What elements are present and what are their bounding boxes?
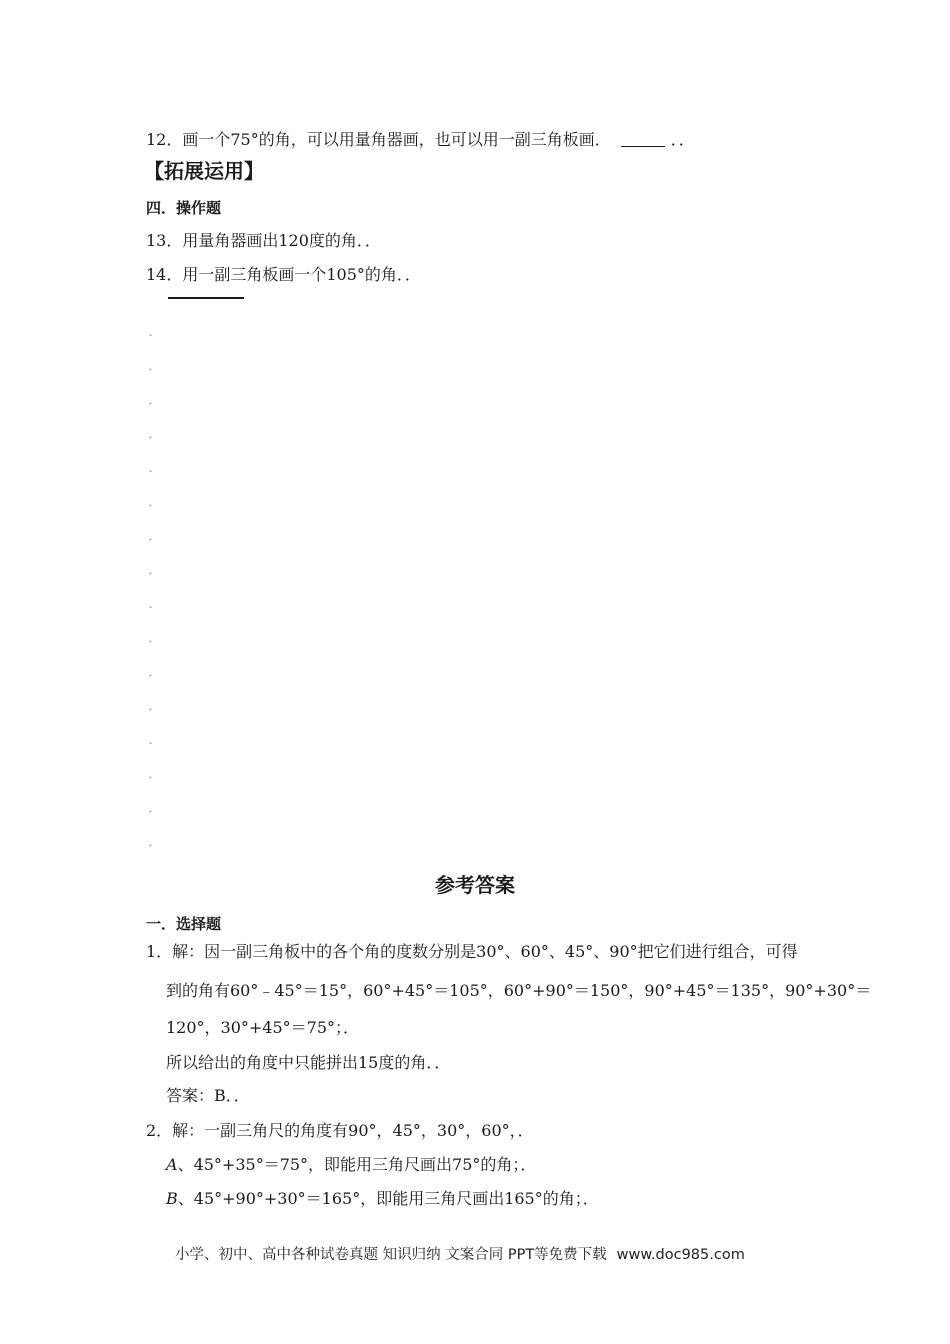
answer-2-option-b (166, 1189, 599, 1209)
paragraph-mark: ˛ (148, 836, 153, 847)
option-a-letter: A (166, 1155, 178, 1174)
footer-url[interactable]: www.doc985.com (616, 1247, 745, 1263)
answer-2-line-1: 2．解：一副三角尺的角度有90°，45°，30°，60°，． (146, 1121, 534, 1140)
page-footer (175, 1245, 745, 1265)
question-12 (146, 130, 695, 150)
paragraph-mark: ˛ (148, 768, 153, 779)
paragraph-mark: ˛ (148, 360, 153, 371)
option-b-letter: B (166, 1189, 178, 1208)
answer-1-line-4: 所以给出的角度中只能拼出15度的角．． (166, 1053, 451, 1072)
paragraph-mark: ˛ (148, 326, 153, 337)
answer-1-line-2: 到的角有60°﹣45°＝15°，60°+45°＝105°，60°+90°＝150°，90°+45°＝135°，90°+30°＝ (166, 981, 872, 1000)
answer-blank (621, 132, 665, 147)
heading-extend-text: 【拓展运用】 (144, 159, 264, 183)
option-a-text: 、45°+35°＝75°，即能用三角尺画出75°的角；． (177, 1155, 537, 1174)
answer-1-result: 答案：B．． (166, 1086, 250, 1105)
paragraph-mark: ˛ (148, 666, 153, 677)
paragraph-mark: ˛ (148, 802, 153, 813)
paragraph-mark: ˛ (148, 598, 153, 609)
paragraph-mark: ˛ (148, 734, 153, 745)
question-14: 14．用一副三角板画一个105°的角．． (146, 265, 421, 284)
answer-1-line-3: 120°，30°+45°＝75°；． (166, 1018, 360, 1037)
heading-extend-use (144, 158, 264, 184)
answers-section-1: 一．选择题 (146, 915, 222, 933)
footer-text: 小学、初中、高中各种试卷真题 知识归纳 文案合同 PPT等免费下载 (175, 1247, 607, 1263)
drawing-line (168, 297, 244, 299)
question-12-tail: ．． (670, 130, 695, 149)
paragraph-mark: ˛ (148, 700, 153, 711)
paragraph-mark: ˛ (148, 394, 153, 405)
paragraph-mark: ˛ (148, 530, 153, 541)
paragraph-mark: ˛ (148, 632, 153, 643)
answer-1-line-1: 1．解：因一副三角板中的各个角的度数分别是30°、60°、45°、90°把它们进行组合，可得 (146, 942, 798, 961)
section-4-heading: 四．操作题 (146, 199, 222, 217)
paragraph-mark: ˛ (148, 496, 153, 507)
question-12-text: 12．画一个75°的角，可以用量角器画，也可以用一副三角板画． (146, 130, 611, 149)
answers-title: 参考答案 (435, 873, 515, 897)
paragraph-mark: ˛ (148, 428, 153, 439)
paragraph-mark: ˛ (148, 462, 153, 473)
question-13: 13．用量角器画出120度的角．． (146, 231, 381, 250)
answer-2-option-a (166, 1155, 536, 1175)
paragraph-mark: ˛ (148, 564, 153, 575)
option-b-text: 、45°+90°+30°＝165°，即能用三角尺画出165°的角；． (177, 1189, 599, 1208)
